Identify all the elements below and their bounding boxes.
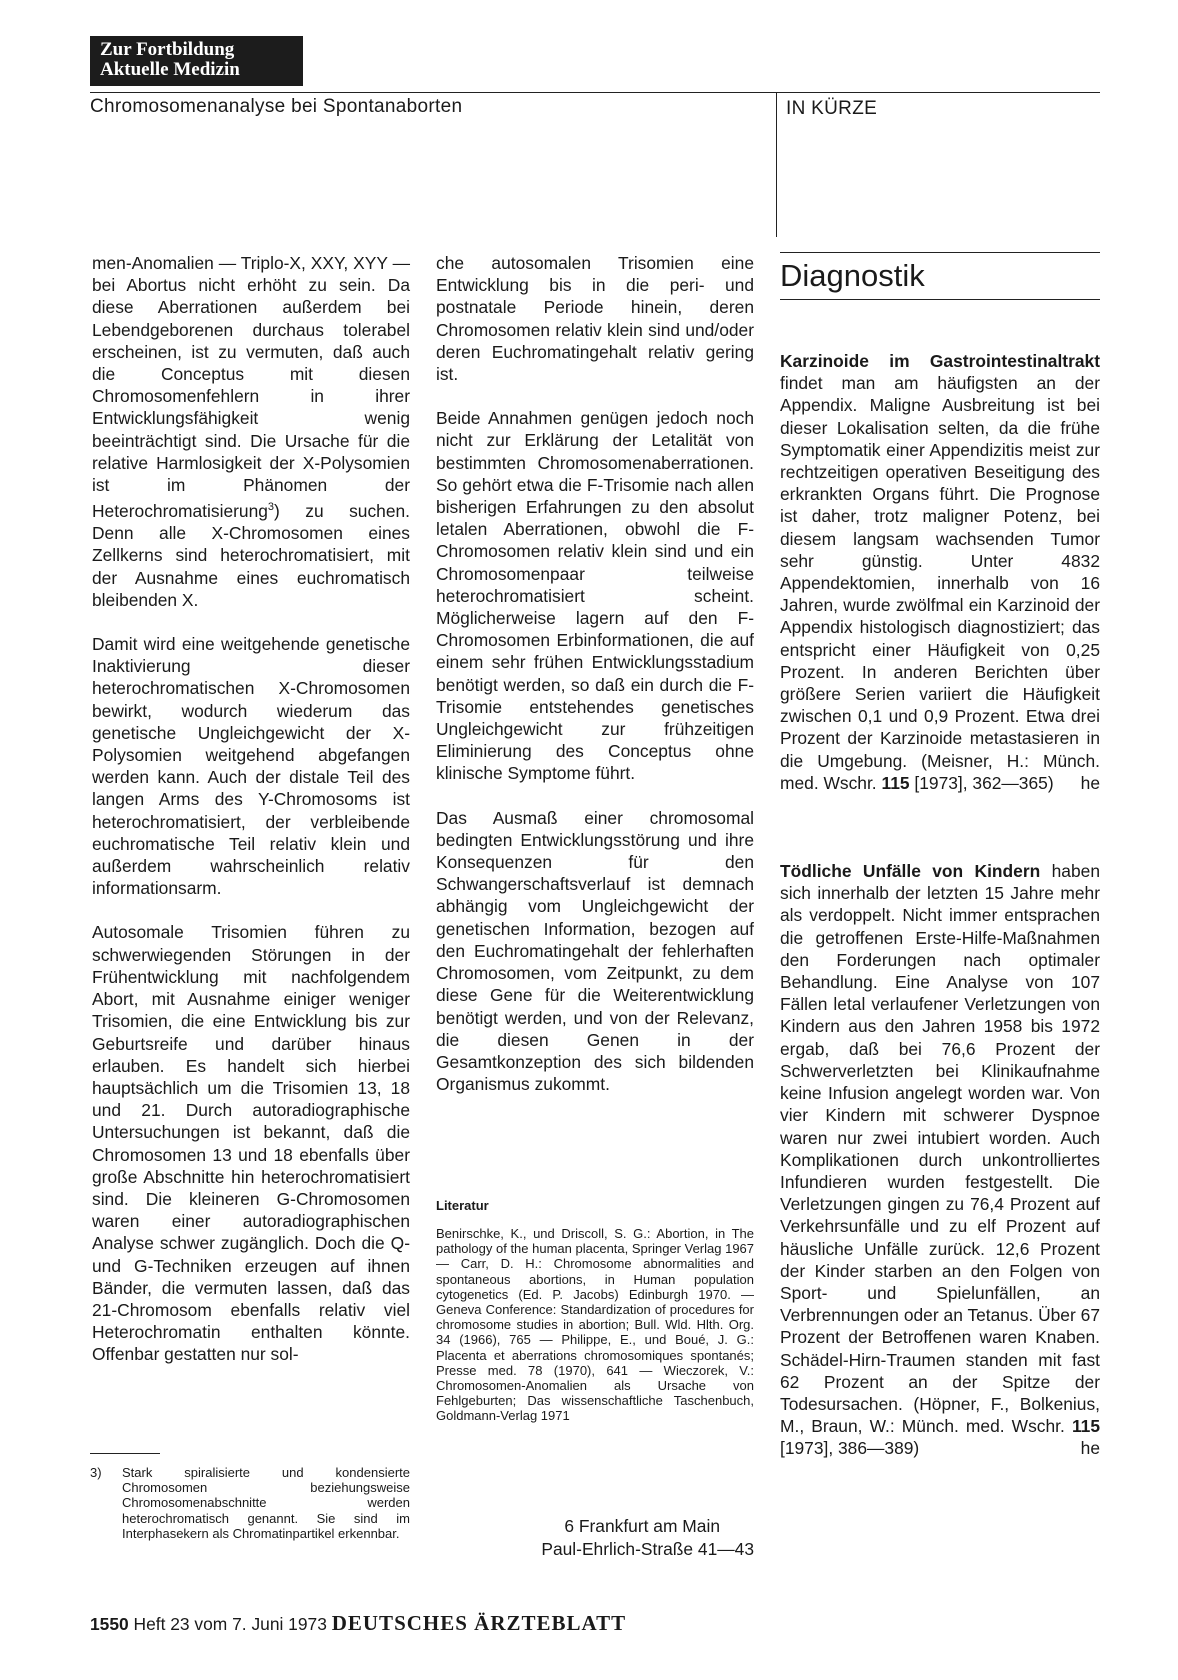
literatur-list: Benirschke, K., und Driscoll, S. G.: Abortion, in The pathology of the human placenta, Springer Verlag 1967 — Carr, D. H.: Chromosome abnormalities and spontaneous abortions, in Human population cytogenetics (Ed. P. Jacobs) Edinburgh 1970. — Geneva Conference: Standardization of procedures for chromosome studies in abortion; Bull. Wld. Hlth. Org. 34 (1966), 765 — Philippe, E., und Boué, J. G.: Placenta et aberrations chromosomiques spontanés; Presse med. 78 (1970), 641 — Wieczorek, V.: Chromosomen-Anomalien als Ursache von Fehlgeburten; Das wissenschaftliche Taschenbuch, Goldmann-Verlag 1971 [436,1226,755,1424]
author-sign: he [1080,1438,1100,1459]
in-kuerze-label: IN KÜRZE [786,98,878,119]
badge-line-2: Aktuelle Medizin [100,59,240,80]
section-badge [90,36,303,86]
section-rule-bottom [780,299,1100,300]
section-rule-top [780,252,1100,253]
header-divider [776,92,777,237]
footnote [90,1465,410,1541]
page-footer [90,1611,626,1636]
literatur-heading: Literatur [436,1198,489,1213]
header-rule [90,92,1100,93]
issue-info: Heft 23 vom 7. Juni 1973 [133,1614,327,1634]
footnote-marker: 3 [267,501,275,514]
page-number: 1550 [90,1614,129,1634]
author-address [436,1515,754,1560]
col1-paragraph-2: Damit wird eine weitgehende genetische Inaktivierung dieser heterochromatischen X-Chromosomen bewirkt, wodurch wiederum das genetische Ungleichgewicht der X-Polysomien weitgehend abgefangen werden kann. Auch der distale Teil des langen Arms des Y-Chromosoms ist heterochromatisiert, der verbleibende euchromatische Teil relativ klein und außerdem wahrscheinlich relativ informationsarm. [92,634,410,899]
address-line-1: 6 Frankfurt am Main [564,1516,720,1536]
journal-masthead: DEUTSCHES ÄRZTEBLATT [331,1611,627,1635]
badge-line-1: Zur Fortbildung [100,39,235,60]
column-2 [436,252,754,1095]
column-3 [780,350,1100,1460]
author-sign: he [1080,772,1100,793]
footnote-text: Stark spiralisierte und kondensierte Chromosomen beziehungsweise Chromosomenabschnitte werden heterochromatisch genannt. Sie sind im Interphasekern als Chromatinpartikel erkennbar. [122,1465,410,1541]
column-1 [92,252,410,1366]
col2-paragraph-3: Das Ausmaß einer chromosomal bedingten Entwicklungsstörung und ihre Konsequenzen für den Schwangerschaftsverlauf ist demnach abhängig vom Ungleichgewicht der genetischen Information, bezogen auf den Euchromatingehalt der fehlerhaften Chromosomen, vom Zeitpunkt, zu dem diese Gene für die Weiterentwicklung benötigt werden, und von der Relevanz, die diesen Genen in der Gesamtkonzeption des sich bildenden Organismus zukommt. [436,807,754,1095]
col2-paragraph-1: che autosomalen Trisomien eine Entwicklung bis in die peri- und postnatale Periode hinein, deren Chromosomen relativ klein sind und/oder deren Euchromatingehalt relativ gering ist. [436,253,754,385]
address-line-2: Paul-Ehrlich-Straße 41—43 [541,1538,754,1559]
col1-paragraph-3: Autosomale Trisomien führen zu schwerwiegenden Störungen in der Frühentwicklung mit nachfolgendem Abort, mit Ausnahme einiger weniger Trisomien, die eine Entwicklung bis zur Geburtsreife und darüber hinaus erlauben. Es handelt sich hierbei hauptsächlich um die Trisomien 13, 18 und 21. Durch autoradiographische Untersuchungen ist bekannt, daß die Chromosomen 13 und 18 ebenfalls über große Abschnitte hin heterochromatisiert sind. Die kleineren G-Chromosomen waren einer autoradiographischen Analyse schwer zugänglich. Doch die Q- und G-Techniken erzeugen auf ihnen Bänder, die vermuten lassen, daß das 21-Chromosom ebenfalls relativ viel Heterochromatin enthalten könnte. Offenbar gestatten nur sol- [92,922,410,1365]
carcinoid-heading: Karzinoide im Gastrointestinaltrakt [780,351,1100,371]
col2-paragraph-2: Beide Annahmen genügen jedoch noch nicht zur Erklärung der Letalität von bestimmten Chromosomenaberrationen. So gehört etwa die F-Trisomie nach allen bisherigen Erfahrungen zu den absolut letalen Aberrationen, obwohl die F-Chromosomen relativ klein sind und ein Chromosomenpaar teilweise heterochromatisiert scheint. Möglicherweise lagern auf den F-Chromosomen Erbinformationen, die auf einem sehr frühen Entwicklungsstadium benötigt werden, so daß ein durch die F-Trisomie entstehendes genetisches Ungleichgewicht zur frühzeitigen Eliminierung des Conceptus ohne klinische Symptome führt. [436,408,754,784]
footnote-rule [90,1453,160,1454]
article-child-accidents: Tödliche Unfälle von Kindern haben sich innerhalb der letzten 15 Jahre mehr als verdoppelt. Nicht immer entsprachen die getroffenen Erste-Hilfe-Maßnahmen den Forderungen nach optimaler Behandlung. Eine Analyse von 107 Fällen letal verlaufener Verletzungen von Kindern aus den Jahren 1958 bis 1972 ergab, daß bei 76,6 Prozent der Schwerverletzten bei Klinikaufnahme keine Infusion angelegt worden war. Von vier Kindern mit schwerer Dyspnoe waren nur zwei intubiert worden. Auch Komplikationen durch unkontrolliertes Infundieren wurden festgestellt. Die Verletzungen gingen zu 76,4 Prozent auf Verkehrsunfälle und zu elf Prozent auf häusliche Unfälle zurück. 12,6 Prozent der Kinder starben an den Folgen von Sport- und Spielunfällen, an Verbrennungen oder an Tetanus. Über 67 Prozent der Betroffenen waren Knaben. Schädel-Hirn-Traumen standen mit fast 62 Prozent an der Spitze der Todesursachen. (Höpner, F., Bolkenius, M., Braun, W.: Münch. med. Wschr. 115 [1973], 386—389) he [780,861,1100,1459]
section-title: Diagnostik [780,258,925,293]
running-title: Chromosomenanalyse bei Spontanaborten [90,96,463,117]
article-carcinoid: Karzinoide im Gastrointestinaltrakt findet man am häufigsten an der Appendix. Maligne Ausbreitung ist bei dieser Lokalisation selten, da die frühe Symptomatik einer Appendizitis meist zur rechtzeitigen operativen Beseitigung des erkrankten Organs führt. Die Prognose ist daher, trotz maligner Potenz, bei diesem langsam wachsenden Tumor sehr günstig. Unter 4832 Appendektomien, innerhalb von 16 Jahren, wurde zwölfmal ein Karzinoid der Appendix histologisch diagnostiziert; das entspricht einer Häufigkeit von 0,25 Prozent. In anderen Berichten über größere Serien variiert die Häufigkeit zwischen 0,1 und 0,9 Prozent. Etwa drei Prozent der Karzinoide metastasieren in die Umgebung. (Meisner, H.: Münch. med. Wschr. 115 [1973], 362—365) he [780,351,1100,793]
col1-paragraph-1: men-Anomalien — Triplo-X, XXY, XYY — bei Abortus nicht erhöht zu sein. Da diese Aberrationen außerdem bei Lebendgeborenen durchaus tolerabel erscheinen, ist zu vermuten, daß auch die Conceptus mit diesen Chromosomenfehlern in ihrer Entwicklungsfähigkeit wenig beeinträchtigt sind. Die Ursache für die relative Harmlosigkeit der X-Polysomien ist im Phänomen der Heterochromatisierung$^3$) zu suchen. Denn alle X-Chromosomen eines Zellkerns sind heterochromatisiert, mit der Ausnahme eines euchromatisch bleibenden X. [92,253,410,610]
accidents-heading: Tödliche Unfälle von Kindern [780,861,1041,882]
footnote-number: 3) [90,1465,102,1480]
